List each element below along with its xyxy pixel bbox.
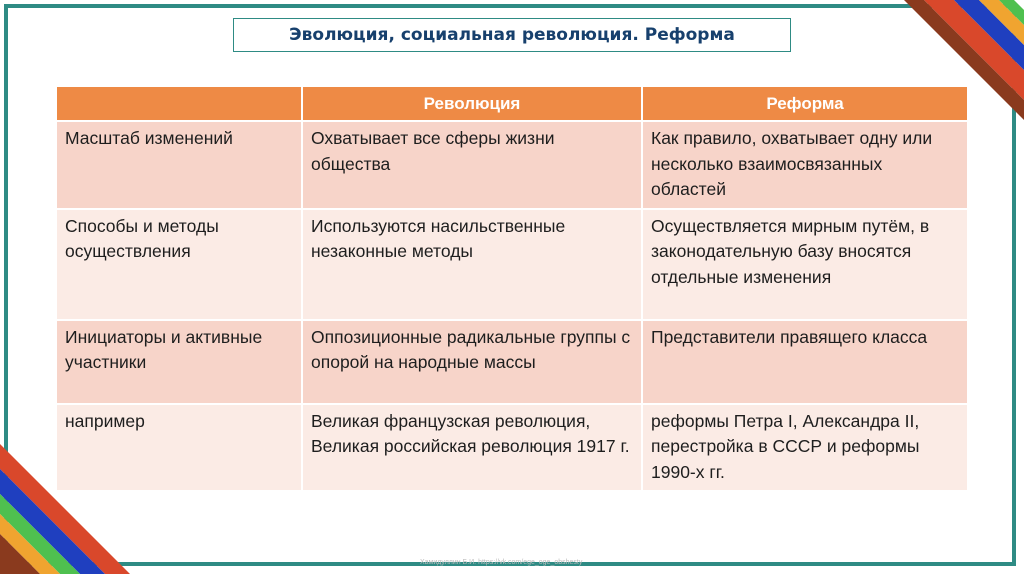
row-label: Способы и методы осуществления: [57, 209, 302, 320]
revolution-cell: Великая французская революция, Великая российская революция 1917 г.: [302, 404, 642, 491]
slide-title: Эволюция, социальная революция. Реформа: [289, 25, 735, 45]
reform-cell: Осуществляется мирным путём, в законодательную базу вносятся отдельные изменения: [642, 209, 967, 320]
comparison-table: [57, 87, 967, 490]
revolution-cell: Оппозиционные радикальные группы с опорой на народные массы: [302, 320, 642, 404]
header-empty: [57, 87, 302, 121]
revolution-cell: Используются насильственные незаконные методы: [302, 209, 642, 320]
table-row: [57, 320, 967, 404]
footer-credit: Хамидуллин Б.И. https://vk.com/ege_oge_obshesty: [420, 559, 583, 566]
table-row: [57, 209, 967, 320]
table-header-row: [57, 87, 967, 121]
row-label: Инициаторы и активные участники: [57, 320, 302, 404]
row-label: например: [57, 404, 302, 491]
revolution-cell: Охватывает все сферы жизни общества: [302, 121, 642, 209]
row-label: Масштаб изменений: [57, 121, 302, 209]
slide-title-box: [233, 18, 791, 52]
header-revolution: Революция: [302, 87, 642, 121]
header-reform: Реформа: [642, 87, 967, 121]
reform-cell: реформы Петра I, Александра II, перестройка в СССР и реформы 1990-х гг.: [642, 404, 967, 491]
table-row: [57, 404, 967, 491]
reform-cell: Представители правящего класса: [642, 320, 967, 404]
reform-cell: Как правило, охватывает одну или несколько взаимосвязанных областей: [642, 121, 967, 209]
table-row: [57, 121, 967, 209]
